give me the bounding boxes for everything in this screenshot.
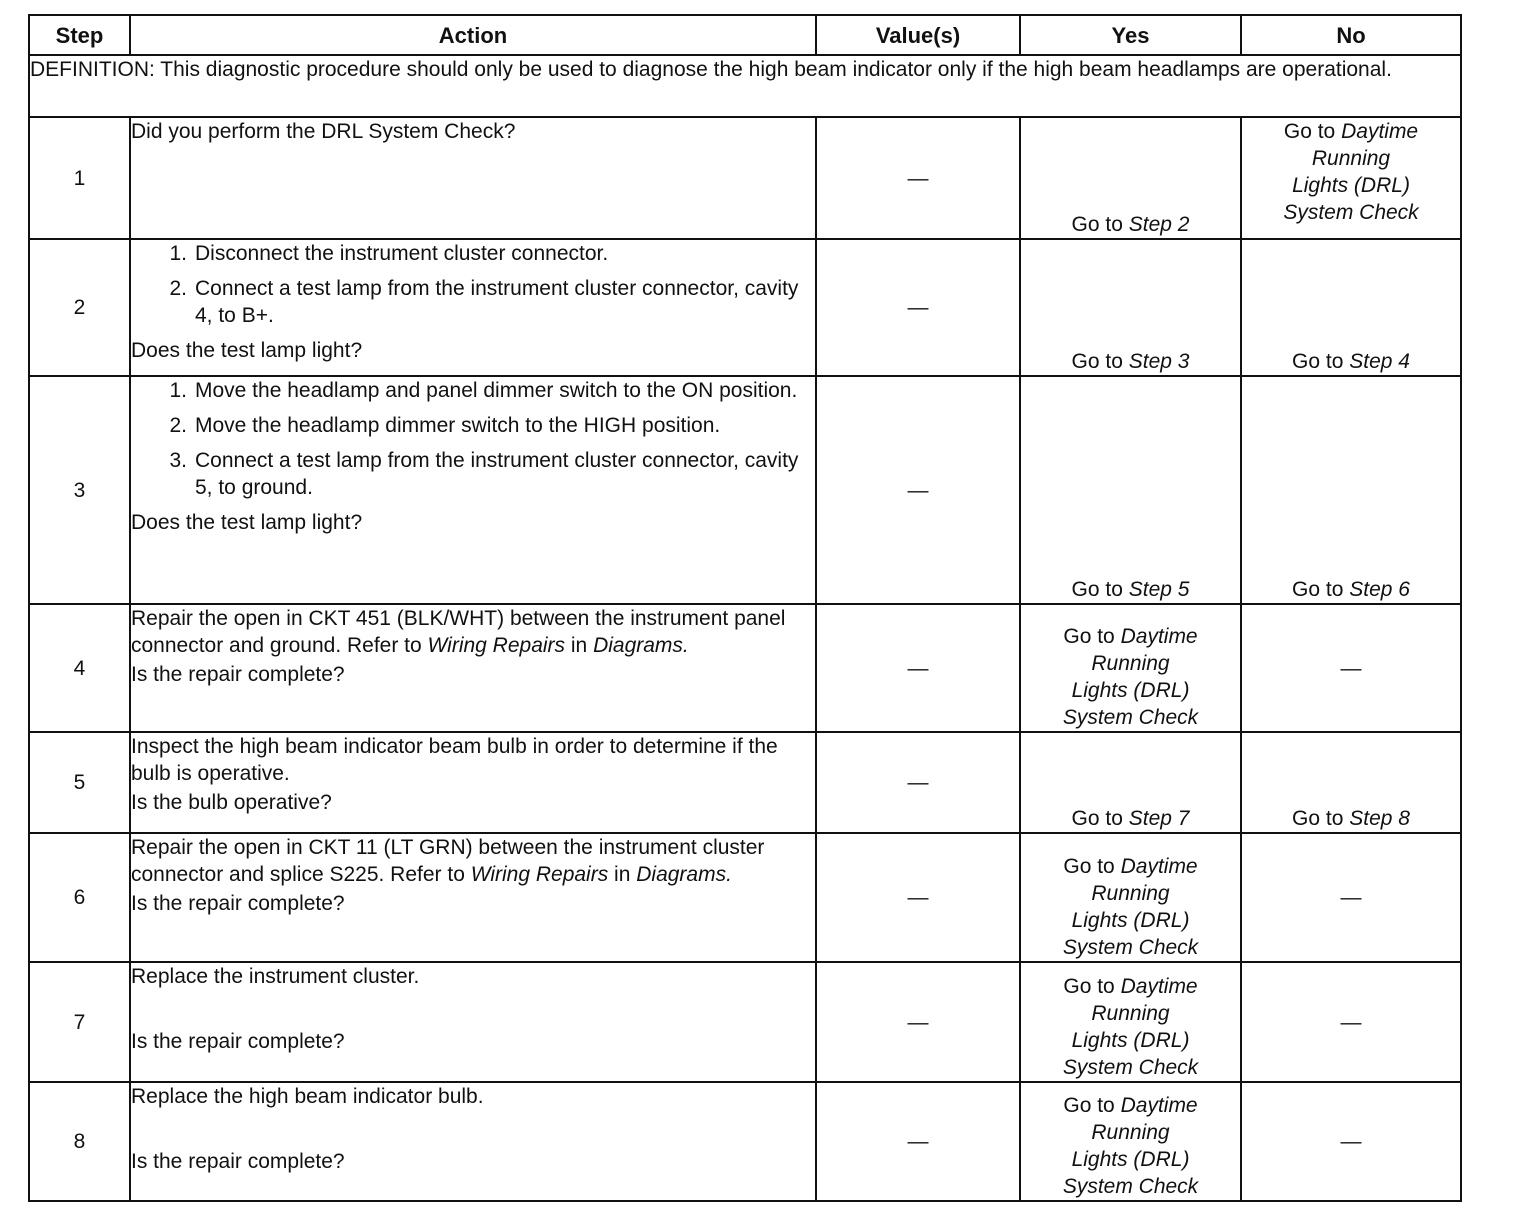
drl-ref-line: Lights (DRL) — [1071, 1148, 1190, 1171]
table-row — [29, 962, 1461, 1082]
drl-ref-line: Lights (DRL) — [1071, 909, 1190, 932]
table-row — [29, 376, 1461, 604]
no-step-ref: Step 4 — [1349, 350, 1410, 373]
substep-text: Connect a test lamp from the instrument cluster connector, cavity 4, to B+. — [195, 277, 799, 327]
go-to-label: Go to — [1071, 578, 1123, 601]
drl-ref-line: System Check — [1062, 1175, 1199, 1198]
yes-step-ref: Step 5 — [1128, 578, 1190, 601]
no-cell — [1241, 117, 1461, 239]
substep — [131, 377, 815, 404]
value-cell: — — [816, 962, 1020, 1082]
action-text: Replace the high beam indicator bulb. — [131, 1085, 484, 1108]
action-text: Did you perform the DRL System Check? — [131, 120, 516, 143]
substep-number: 2. — [169, 414, 187, 437]
value-cell: — — [816, 604, 1020, 732]
no-cell: — — [1241, 604, 1461, 732]
drl-ref-line: System Check — [1062, 1056, 1199, 1079]
yes-cell — [1020, 376, 1241, 604]
diagrams-ref: Diagrams. — [636, 863, 732, 886]
yes-cell — [1020, 833, 1241, 962]
action-text-in: in — [608, 863, 637, 886]
step-number: 2 — [29, 239, 130, 376]
action-text-in: in — [565, 634, 594, 657]
drl-ref-line: Daytime — [1120, 625, 1198, 648]
definition-text: DEFINITION: This diagnostic procedure should only be used to diagnose the high beam indicator only if the high beam headlamps are operational. — [29, 55, 1461, 117]
drl-ref-line: Lights (DRL) — [1071, 679, 1190, 702]
substep-number: 1. — [169, 379, 187, 402]
drl-ref-line: Lights (DRL) — [1071, 1029, 1190, 1052]
question-text: Does the test lamp light? — [131, 511, 363, 534]
action-cell — [130, 604, 816, 732]
step-number: 8 — [29, 1082, 130, 1201]
yes-step-ref: Step 2 — [1128, 213, 1190, 236]
no-step-ref: Step 8 — [1349, 807, 1410, 830]
definition-row — [29, 55, 1461, 117]
yes-step-ref: Step 3 — [1128, 350, 1190, 373]
action-text: Inspect the high beam indicator beam bulb in order to determine if the bulb is operative. — [131, 735, 778, 785]
question-text: Is the repair complete? — [131, 1030, 345, 1053]
yes-step-ref: Step 7 — [1128, 807, 1190, 830]
action-text: Replace the instrument cluster. — [131, 965, 420, 988]
diagnostic-table — [28, 14, 1462, 1202]
value-cell: — — [816, 376, 1020, 604]
value-cell: — — [816, 833, 1020, 962]
step-number: 1 — [29, 117, 130, 239]
go-to-label: Go to — [1292, 350, 1344, 373]
go-to-label: Go to — [1071, 807, 1123, 830]
question-text: Does the test lamp light? — [131, 339, 363, 362]
step-number: 3 — [29, 376, 130, 604]
no-cell: — — [1241, 962, 1461, 1082]
substep — [131, 240, 815, 267]
yes-cell — [1020, 604, 1241, 732]
go-to-label: Go to — [1063, 855, 1115, 878]
question-text: Is the bulb operative? — [131, 791, 332, 814]
step-number: 4 — [29, 604, 130, 732]
action-text: Repair the open in CKT 451 (BLK/WHT) between the instrument panel connector and ground. Refer to — [131, 607, 786, 657]
action-cell — [130, 376, 816, 604]
question-text: Is the repair complete? — [131, 663, 345, 686]
substep-text: Move the headlamp and panel dimmer switch to the ON position. — [195, 379, 798, 402]
header-row — [29, 15, 1461, 55]
drl-ref-line: Daytime — [1120, 1094, 1198, 1117]
go-to-label: Go to — [1063, 1094, 1115, 1117]
table-row — [29, 732, 1461, 833]
go-to-label: Go to — [1071, 213, 1123, 236]
action-cell — [130, 1082, 816, 1201]
action-paragraph — [131, 605, 815, 659]
no-step-ref: Step 6 — [1349, 578, 1410, 601]
header-step: Step — [29, 15, 130, 55]
go-to-label: Go to — [1063, 625, 1115, 648]
no-cell: — — [1241, 1082, 1461, 1201]
action-cell — [130, 962, 816, 1082]
substep — [131, 275, 815, 329]
action-text: Repair the open in CKT 11 (LT GRN) between the instrument cluster connector and splice S225. Refer to — [131, 836, 765, 886]
value-cell: — — [816, 1082, 1020, 1201]
substep — [131, 412, 815, 439]
action-cell — [130, 239, 816, 376]
drl-ref-line: Running — [1091, 882, 1170, 905]
drl-ref-line: Daytime — [1341, 120, 1419, 143]
no-cell — [1241, 239, 1461, 376]
value-cell: — — [816, 239, 1020, 376]
question-text: Is the repair complete? — [131, 892, 345, 915]
substep-number: 3. — [169, 449, 187, 472]
wiring-repairs-ref: Wiring Repairs — [470, 863, 609, 886]
go-to-label: Go to — [1292, 578, 1344, 601]
table-row — [29, 1082, 1461, 1201]
yes-cell — [1020, 962, 1241, 1082]
yes-cell — [1020, 239, 1241, 376]
table-row — [29, 604, 1461, 732]
table-row — [29, 239, 1461, 376]
step-number: 7 — [29, 962, 130, 1082]
drl-ref-line: Running — [1091, 1002, 1170, 1025]
wiring-repairs-ref: Wiring Repairs — [427, 634, 566, 657]
step-number: 5 — [29, 732, 130, 833]
go-to-label: Go to — [1071, 350, 1123, 373]
drl-ref-line: System Check — [1062, 706, 1199, 729]
drl-ref-line: Daytime — [1120, 975, 1198, 998]
drl-ref-line: Daytime — [1120, 855, 1198, 878]
substep-text: Connect a test lamp from the instrument cluster connector, cavity 5, to ground. — [195, 449, 799, 499]
substep-number: 2. — [169, 277, 187, 300]
no-cell — [1241, 732, 1461, 833]
substep — [131, 447, 815, 501]
table-row — [29, 833, 1461, 962]
diagrams-ref: Diagrams. — [593, 634, 689, 657]
header-yes: Yes — [1020, 15, 1241, 55]
yes-cell — [1020, 1082, 1241, 1201]
go-to-label: Go to — [1283, 120, 1336, 143]
action-cell — [130, 732, 816, 833]
action-cell — [130, 833, 816, 962]
table-row — [29, 117, 1461, 239]
no-cell: — — [1241, 833, 1461, 962]
yes-cell — [1020, 732, 1241, 833]
header-values: Value(s) — [816, 15, 1020, 55]
drl-ref-line: Running — [1091, 652, 1170, 675]
go-to-label: Go to — [1063, 975, 1115, 998]
drl-ref-line: System Check — [1283, 201, 1419, 224]
action-paragraph — [131, 834, 815, 888]
substep-list — [131, 377, 815, 501]
action-cell — [130, 117, 816, 239]
substep-text: Disconnect the instrument cluster connector. — [195, 242, 609, 265]
drl-ref-line: Running — [1091, 1121, 1170, 1144]
value-cell: — — [816, 732, 1020, 833]
no-cell — [1241, 376, 1461, 604]
drl-ref-line: System Check — [1062, 936, 1199, 959]
go-to-label: Go to — [1292, 807, 1344, 830]
drl-ref-line: Running — [1311, 147, 1391, 170]
step-number: 6 — [29, 833, 130, 962]
header-action: Action — [130, 15, 816, 55]
header-no: No — [1241, 15, 1461, 55]
drl-ref-line: Lights (DRL) — [1292, 174, 1410, 197]
substep-list — [131, 240, 815, 329]
question-text: Is the repair complete? — [131, 1150, 345, 1173]
yes-cell — [1020, 117, 1241, 239]
substep-text: Move the headlamp dimmer switch to the HIGH position. — [195, 414, 721, 437]
value-cell: — — [816, 117, 1020, 239]
substep-number: 1. — [169, 242, 187, 265]
